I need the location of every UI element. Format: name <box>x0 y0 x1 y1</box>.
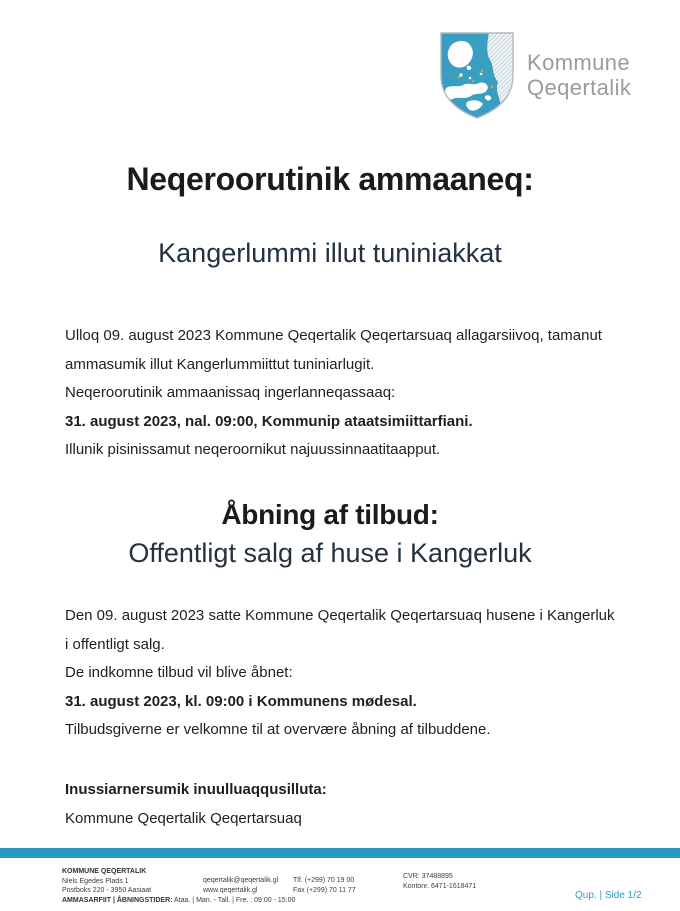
paragraph-announcement-da: Den 09. august 2023 satte Kommune Qeqertalik Qeqertarsuaq husene i Kangerluk i offentligt salg. <box>65 607 615 653</box>
logo-wordmark-line1: Kommune <box>527 50 631 75</box>
footer-email: qeqertalik@qeqertalik.gl <box>203 877 279 884</box>
footer <box>0 858 680 911</box>
municipality-crest-icon <box>437 30 517 122</box>
footer-address-column <box>62 867 151 896</box>
footer-address-line1: Niels Egedes Plads 1 <box>62 877 129 885</box>
paragraph-welcome-kl: Illunik pisinissamut neqeroornikut najuussinnaatitaapput. <box>65 441 441 458</box>
document-title-greenlandic: Neqeroorutinik ammaaneq: <box>126 161 534 197</box>
paragraph-opening-intro-kl: Neqeroorutinik ammaanissaq ingerlanneqassaaq: <box>65 384 396 401</box>
logo-wordmark <box>527 50 631 100</box>
paragraph-date-time-kl: 31. august 2023, nal. 09:00, Kommunip ataatsimiittarfiani. <box>65 412 473 430</box>
footer-address-line2: Postboks 220 - 3950 Aasiaat <box>62 887 152 894</box>
footer-account: Kontonr. 6471-1618471 <box>403 882 477 890</box>
closing-sender: Kommune Qeqertalik Qeqertarsuaq <box>65 809 302 827</box>
footer-org-name: KOMMUNE QEQERTALIK <box>62 868 147 875</box>
footer-phone: Tlf. (+299) 70 19 00 <box>293 877 355 884</box>
document-subtitle-greenlandic: Kangerlummi illut tuniniakkat <box>158 238 502 268</box>
body-danish <box>65 602 621 745</box>
footer-hours-label: AMMASARFIIT | ÅBNINGSTIDER: <box>62 897 173 904</box>
paragraph-welcome-da: Tilbudsgiverne er velkomne til at overvære åbning af tilbuddene. <box>65 721 491 738</box>
closing-block <box>65 776 621 833</box>
page-indicator: Qup. | Side 1/2 <box>575 890 642 901</box>
paragraph-announcement-kl: Ulloq 09. august 2023 Kommune Qeqertalik Qeqertarsuaq allagarsiivoq, tamanut ammasumik illut Kangerlummiittut tuniniarlugit. <box>65 327 602 373</box>
document-subtitle-danish: Offentligt salg af huse i Kangerluk <box>128 538 532 568</box>
footer-contact-column <box>203 876 278 895</box>
footer-registry-column <box>403 872 476 891</box>
footer-fax: Fax (+299) 70 11 77 <box>293 886 356 894</box>
footer-cvr: CVR: 37488895 <box>403 873 453 880</box>
footer-phone-column <box>293 876 356 895</box>
paragraph-date-time-da: 31. august 2023, kl. 09:00 i Kommunens mødesal. <box>65 692 417 710</box>
document-title-danish: Åbning af tilbud: <box>221 499 439 530</box>
footer-website: www.qeqertalik.gl <box>203 886 258 894</box>
paragraph-opening-intro-da: De indkomne tilbud vil blive åbnet: <box>65 664 293 681</box>
body-greenlandic <box>65 322 621 465</box>
footer-opening-hours <box>62 896 295 906</box>
footer-accent-bar <box>0 848 680 858</box>
footer-hours-value: Ataa. | Man. - Tall. | Fre. : 09:00 - 15:00 <box>174 897 296 904</box>
logo-wordmark-line2: Qeqertalik <box>527 75 632 100</box>
closing-regards: Inussiarnersumik inuulluaqqusilluta: <box>65 781 327 798</box>
